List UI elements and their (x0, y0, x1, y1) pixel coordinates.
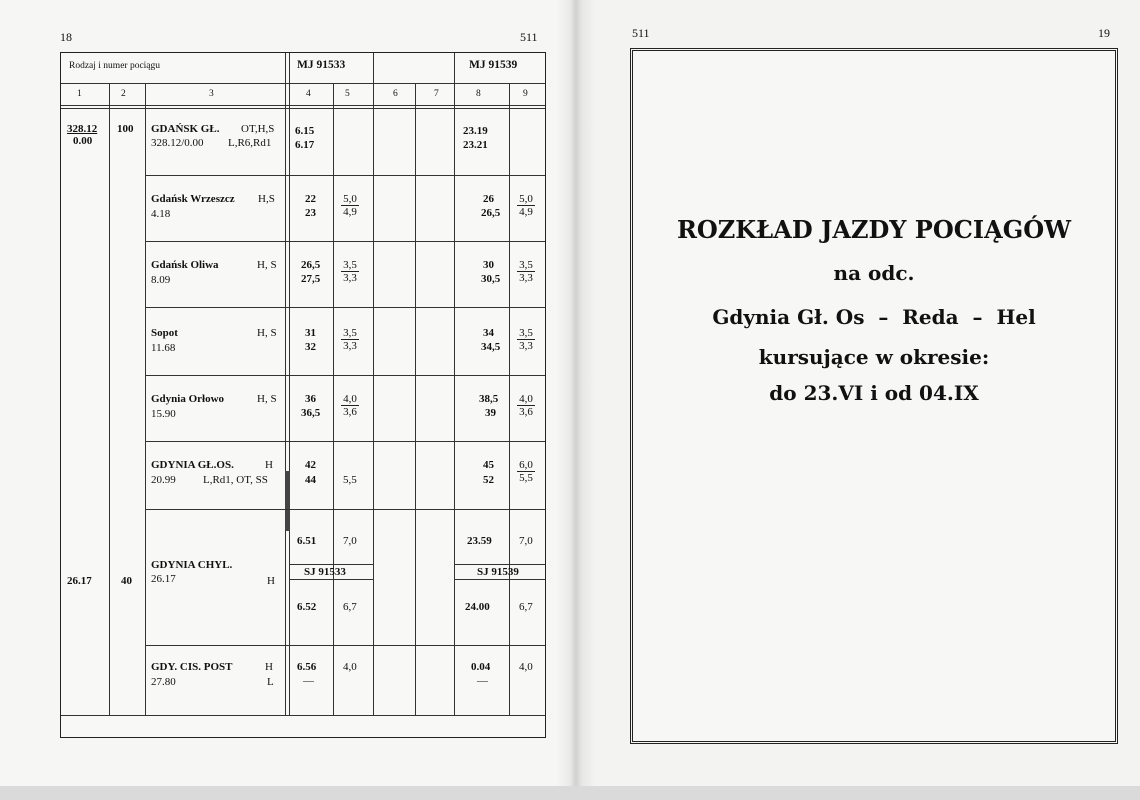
train-b-departure: 34,5 (481, 341, 501, 353)
row-line (145, 175, 545, 176)
station-codes: H,S (258, 193, 275, 205)
run-time: 6,7 (343, 601, 357, 613)
column-line (145, 83, 146, 715)
train-kind-label: Rodzaj i numer pociągu (69, 61, 161, 71)
train-b-arrival: 45 (483, 459, 494, 471)
station-name: Gdańsk Oliwa (151, 259, 219, 271)
train-a-arrival: 36 (305, 393, 316, 405)
row-line (145, 307, 545, 308)
column-line (109, 83, 110, 715)
km-start: 328.12 (67, 123, 98, 135)
col-number: 8 (476, 89, 481, 99)
run-time: $\frac{5,0}{4,9}$ (517, 193, 535, 218)
new-train-number-a: SJ 91533 (304, 566, 346, 578)
row-line (454, 579, 545, 580)
station-codes: OT,H,S (241, 123, 275, 135)
header-rule (61, 105, 545, 106)
station-name: GDYNIA CHYL. (151, 559, 233, 571)
run-time: $\frac{3,5}{3,3}$ (517, 327, 535, 352)
station-km: 15.90 (151, 408, 176, 420)
train-a-departure: 36,5 (301, 407, 321, 419)
train-b-time: 0.04 (471, 661, 491, 673)
train-a-arrival: 6.51 (297, 535, 317, 547)
header-rule (61, 108, 545, 109)
train-a-departure: 23 (305, 207, 316, 219)
column-line (373, 53, 374, 715)
train-b-arrival: 38,5 (479, 393, 499, 405)
col-number: 9 (523, 89, 528, 99)
column-line (509, 83, 510, 715)
station-name: Sopot (151, 327, 178, 339)
train-b-arrival: 26 (483, 193, 494, 205)
km-mark: 26.17 (67, 575, 92, 587)
train-b-departure: 26,5 (481, 207, 501, 219)
train-b-departure: 30,5 (481, 273, 501, 285)
km-zero: 0.00 (73, 135, 93, 147)
run-time: $\frac{4,0}{3,6}$ (341, 393, 359, 418)
run-time: 5,5 (343, 474, 357, 486)
train-b-departure: 39 (485, 407, 496, 419)
train-a-departure: 32 (305, 341, 316, 353)
station-name: Gdynia Orłowo (151, 393, 225, 405)
station-km: 8.09 (151, 274, 171, 286)
train-b-departure: 23.21 (463, 139, 488, 151)
run-time: 6,7 (519, 601, 533, 613)
header-rule (61, 83, 545, 84)
row-line (289, 564, 373, 565)
train-a-arrival: 26,5 (301, 259, 321, 271)
station-name: Gdańsk Wrzeszcz (151, 193, 235, 205)
dash-mark: — (303, 675, 314, 687)
col-number: 5 (345, 89, 350, 99)
subtitle-route: Gdynia Gł. Os – Reda – Hel (712, 305, 1036, 329)
run-time: 4,0 (519, 661, 533, 673)
speed-start: 100 (117, 123, 134, 135)
station-km: 20.99 (151, 474, 176, 486)
train-a-arrival: 42 (305, 459, 316, 471)
station-codes: H (267, 575, 275, 587)
left-page-number: 18 (60, 30, 72, 44)
station-km: 328.12/0.00 (151, 137, 204, 149)
train-b-arrival: 23.19 (463, 125, 488, 137)
new-train-number-b: SJ 91539 (477, 566, 519, 578)
column-line (285, 53, 286, 715)
subtitle-period: kursujące w okresie: (758, 345, 990, 369)
train-b-arrival: 34 (483, 327, 494, 339)
col-number: 4 (306, 89, 311, 99)
run-time: $\frac{5,0}{4,9}$ (341, 193, 359, 218)
station-codes: H (265, 661, 273, 673)
left-section-number: 511 (520, 30, 538, 44)
col-number: 1 (77, 89, 82, 99)
row-line (145, 645, 545, 646)
col-number: 3 (209, 89, 214, 99)
train-a-arrival: 6.15 (295, 125, 315, 137)
station-name: GDY. CIS. POST (151, 661, 233, 673)
row-line (145, 441, 545, 442)
train-b-arrival: 23.59 (467, 535, 492, 547)
station-km: 11.68 (151, 342, 176, 354)
train-a-arrival: 31 (305, 327, 316, 339)
right-section-number: 511 (632, 26, 650, 40)
timetable-table (60, 52, 546, 738)
title-frame (630, 48, 1118, 744)
station-codes: H, S (257, 327, 277, 339)
station-name: GDYNIA GŁ.OS. (151, 459, 234, 471)
train-b-arrival: 30 (483, 259, 494, 271)
column-line (454, 53, 455, 715)
train-a-header: MJ 91533 (297, 59, 346, 71)
train-a-arrival: 22 (305, 193, 316, 205)
station-name: GDAŃSK GŁ. (151, 123, 220, 135)
run-time: $\frac{3,5}{3,3}$ (517, 259, 535, 284)
station-sub-codes: L (267, 676, 274, 688)
run-time: $\frac{6,0}{5,5}$ (517, 459, 535, 484)
run-time: 4,0 (343, 661, 357, 673)
track-bar (285, 471, 290, 531)
train-a-departure: 27,5 (301, 273, 321, 285)
train-b-header: MJ 91539 (469, 59, 518, 71)
train-a-departure: 6.17 (295, 139, 315, 151)
column-line (289, 53, 290, 715)
speed-mark: 40 (121, 575, 132, 587)
run-time: 7,0 (343, 535, 357, 547)
station-km: 27.80 (151, 676, 176, 688)
station-km: 26.17 (151, 573, 176, 585)
train-a-departure: 44 (305, 474, 316, 486)
station-codes: H, S (257, 393, 277, 405)
run-time: $\frac{4,0}{3,6}$ (517, 393, 535, 418)
row-line (145, 375, 545, 376)
train-b-departure: 24.00 (465, 601, 490, 613)
run-time: $\frac{3,5}{3,3}$ (341, 327, 359, 352)
subtitle-section: na odc. (833, 261, 915, 285)
train-a-time: 6.56 (297, 661, 317, 673)
subtitle-dates: do 23.VI i od 04.IX (769, 381, 979, 405)
row-line (289, 579, 373, 580)
col-number: 7 (434, 89, 439, 99)
train-b-departure: 52 (483, 474, 494, 486)
column-line (415, 83, 416, 715)
book-fold (556, 0, 596, 800)
run-time: $\frac{3,5}{3,3}$ (341, 259, 359, 284)
row-line (145, 509, 545, 510)
train-a-departure: 6.52 (297, 601, 317, 613)
row-line (61, 715, 545, 716)
dash-mark: — (477, 675, 488, 687)
row-line (454, 564, 545, 565)
title: ROZKŁAD JAZDY POCIĄGÓW (676, 215, 1072, 244)
row-line (145, 241, 545, 242)
col-number: 6 (393, 89, 398, 99)
column-line (333, 83, 334, 715)
col-number: 2 (121, 89, 126, 99)
station-codes: H (265, 459, 273, 471)
right-page-number: 19 (1098, 26, 1110, 40)
scan-edge (0, 786, 1140, 800)
run-time: 7,0 (519, 535, 533, 547)
station-sub-codes: L,Rd1, OT, SS (203, 474, 268, 486)
station-km: 4.18 (151, 208, 171, 220)
station-sub-codes: L,R6,Rd1 (228, 137, 272, 149)
station-codes: H, S (257, 259, 277, 271)
